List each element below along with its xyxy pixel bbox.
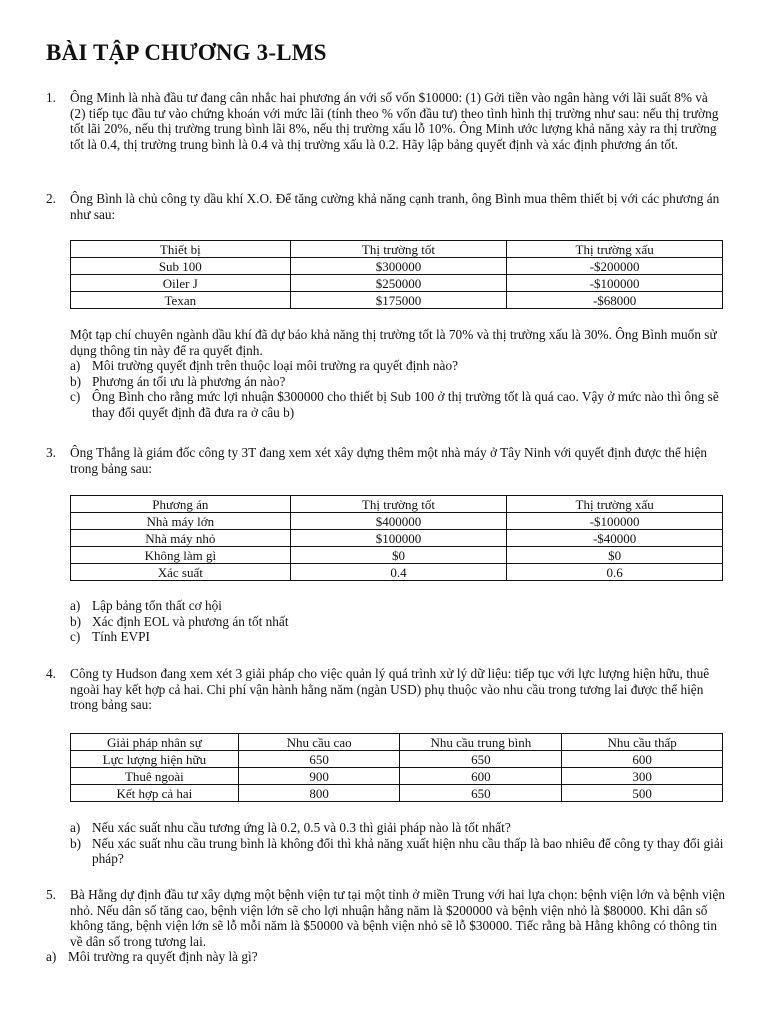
sub-question-label: b): [70, 373, 82, 389]
table-row: [71, 751, 723, 768]
table-cell: Xác suất: [71, 564, 291, 581]
table-cell: Texan: [71, 292, 291, 309]
table-row: [71, 258, 723, 275]
sub-question: [70, 598, 726, 614]
question-text: Ông Minh là nhà đầu tư đang cân nhắc hai phương án với số vốn $10000: (1) Gởi tiền vào ngân hàng với lãi suất 8% và (2) tiếp tục đầu tư vào chứng khoán với mức lãi (tính theo % vốn đầu tư) theo tình hình thị trường như sau: nếu thị trường tốt lãi 20%, nếu thị trường trung bình lãi 8%, nếu thị trường xấu lỗ 10%. Ông Minh ước lượng khả năng xảy ra thị trường tốt là 0.4, thị trường trung bình là 0.4 và thị trường xấu là 0.2. Hãy lập bảng quyết định và xác định phương án tốt.: [70, 90, 719, 152]
sub-question: [70, 389, 726, 420]
table-cell: 300: [562, 768, 723, 785]
table-header: Giải pháp nhân sự: [71, 734, 239, 751]
table-cell: Oiler J: [71, 275, 291, 292]
sub-question-text: Môi trường quyết định trên thuộc loại môi trường ra quyết định nào?: [92, 358, 459, 373]
sub-question-text: Tính EVPI: [92, 629, 150, 644]
sub-question-text: Ông Bình cho rằng mức lợi nhuận $300000 cho thiết bị Sub 100 ở thị trường tốt là quá cao. Vậy ở mức nào thì ông sẽ thay đổi quyết định đã đưa ra ở câu b): [92, 389, 719, 420]
table-cell: 800: [238, 785, 400, 802]
table-cell: Không làm gì: [71, 547, 291, 564]
sub-question-label: b): [70, 613, 82, 629]
table-cell: 600: [562, 751, 723, 768]
question-4: [46, 666, 726, 713]
sub-question: [70, 836, 726, 867]
question-5: [46, 887, 726, 965]
table-cell: 0.4: [290, 564, 507, 581]
sub-question-text: Phương án tối ưu là phương án nào?: [92, 373, 286, 389]
table-cell: $0: [290, 547, 507, 564]
sub-question: [70, 614, 726, 630]
table-cell: $0: [507, 547, 723, 564]
table-cell: 650: [400, 785, 562, 802]
sub-question: [46, 949, 726, 965]
question-4-subs: [70, 820, 726, 867]
table-cell: Lực lượng hiện hữu: [71, 751, 239, 768]
question-text: Ông Bình là chủ công ty dầu khí X.O. Để tăng cường khả năng cạnh tranh, ông Bình mua thêm thiết bị với các phương án như sau:: [70, 191, 720, 222]
table-cell: $175000: [290, 292, 507, 309]
question-text: Công ty Hudson đang xem xét 3 giải pháp cho việc quản lý quá trình xử lý dữ liệu: tiếp tục với lực lượng hiện hữu, thuê ngoài hay kết hợp cả hai. Chi phí vận hành hằng năm (ngàn USD) phụ thuộc vào nhu cầu trong tương lai được thể hiện trong bảng sau:: [70, 666, 710, 712]
question-1: [46, 90, 726, 152]
table-cell: Nhà máy lớn: [71, 513, 291, 530]
sub-question-text: Lập bảng tổn thất cơ hội: [92, 598, 222, 613]
table-header: Thị trường xấu: [507, 496, 723, 513]
table-header-row: [71, 496, 723, 513]
table-cell: -$40000: [507, 530, 723, 547]
table-cell: $300000: [290, 258, 507, 275]
question-2-followup: [70, 327, 726, 420]
question-number: 2.: [46, 191, 56, 206]
sub-question-text: Nếu xác suất nhu cầu trung bình là không đổi thì khả năng xuất hiện nhu cầu thấp là bao nhiêu để công ty thay đổi giải pháp?: [92, 835, 724, 866]
factory-table: [70, 495, 723, 581]
table-cell: 650: [238, 751, 400, 768]
table-cell: 500: [562, 785, 723, 802]
table-header-row: [71, 241, 723, 258]
sub-question-text: Môi trường ra quyết định này là gì?: [68, 949, 258, 964]
table-cell: -$200000: [507, 258, 723, 275]
table-header: Thiết bị: [71, 241, 291, 258]
equipment-table: [70, 240, 723, 309]
sub-question: [70, 629, 726, 645]
table-cell: $400000: [290, 513, 507, 530]
sub-question-label: c): [70, 629, 81, 644]
table-cell: 0.6: [507, 564, 723, 581]
sub-question-label: a): [70, 358, 81, 373]
table-header: Thị trường tốt: [290, 496, 507, 513]
table-row: [71, 547, 723, 564]
question-text: Bà Hằng dự định đầu tư xây dựng một bệnh viện tư tại một tỉnh ở miền Trung với hai lựa chọn: bệnh viện lớn và bệnh viện nhỏ. Nếu dân số tăng cao, bệnh viện lớn sẽ cho lợi nhuận hằng năm là $200000 và bệnh viện nhỏ là $80000. Khi dân số không tăng, bệnh viện lớn sẽ lỗ mỗi năm là $50000 và bệnh viện nhỏ sẽ lỗ $30000. Tiếc rằng bà Hằng không có thông tin về dân số trong tương lai.: [70, 887, 726, 949]
table-cell: $100000: [290, 530, 507, 547]
question-3: [46, 445, 726, 476]
table-row: [71, 768, 723, 785]
question-2: [46, 191, 726, 222]
question-3-subs: [70, 598, 726, 645]
sub-question: [70, 374, 726, 390]
sub-question-label: b): [70, 835, 82, 851]
staffing-table: [70, 733, 723, 802]
table-header: Nhu cầu trung bình: [400, 734, 562, 751]
sub-question-label: a): [70, 598, 81, 613]
sub-question-label: a): [46, 949, 57, 964]
table-cell: Kết hợp cả hai: [71, 785, 239, 802]
table-row: [71, 292, 723, 309]
table-cell: -$100000: [507, 513, 723, 530]
table-cell: 600: [400, 768, 562, 785]
table-cell: -$100000: [507, 275, 723, 292]
sub-question: [70, 820, 726, 836]
table-row: [71, 275, 723, 292]
table-cell: 900: [238, 768, 400, 785]
question-number: 3.: [46, 445, 56, 460]
question-text: Một tạp chí chuyên ngành dầu khí đã dự báo khả năng thị trường tốt là 70% và thị trường xấu là 30%. Ông Bình muốn sử dụng thông tin này để ra quyết định.: [70, 327, 717, 358]
sub-question-label: a): [70, 820, 81, 835]
question-text: Ông Thắng là giám đốc công ty 3T đang xem xét xây dựng thêm một nhà máy ở Tây Ninh với quyết định được thể hiện trong bảng sau:: [70, 445, 708, 476]
table-row: [71, 785, 723, 802]
sub-question-text: Xác định EOL và phương án tốt nhất: [92, 613, 289, 629]
table-header-row: [71, 734, 723, 751]
question-number: 1.: [46, 90, 56, 105]
question-number: 5.: [46, 887, 56, 902]
question-number: 4.: [46, 666, 56, 681]
sub-question: [70, 358, 726, 374]
table-header: Nhu cầu thấp: [562, 734, 723, 751]
table-row: [71, 530, 723, 547]
table-cell: $250000: [290, 275, 507, 292]
table-row: [71, 564, 723, 581]
table-header: Thị trường tốt: [290, 241, 507, 258]
table-cell: -$68000: [507, 292, 723, 309]
page-title: BÀI TẬP CHƯƠNG 3-LMS: [46, 40, 327, 65]
sub-question-text: Nếu xác suất nhu cầu tương ứng là 0.2, 0.5 và 0.3 thì giải pháp nào là tốt nhất?: [92, 820, 511, 835]
table-row: [71, 513, 723, 530]
table-header: Phương án: [71, 496, 291, 513]
table-cell: Nhà máy nhỏ: [71, 530, 291, 547]
table-cell: Sub 100: [71, 258, 291, 275]
table-cell: 650: [400, 751, 562, 768]
table-cell: Thuê ngoài: [71, 768, 239, 785]
table-header: Nhu cầu cao: [238, 734, 400, 751]
table-header: Thị trường xấu: [507, 241, 723, 258]
sub-question-label: c): [70, 389, 81, 404]
